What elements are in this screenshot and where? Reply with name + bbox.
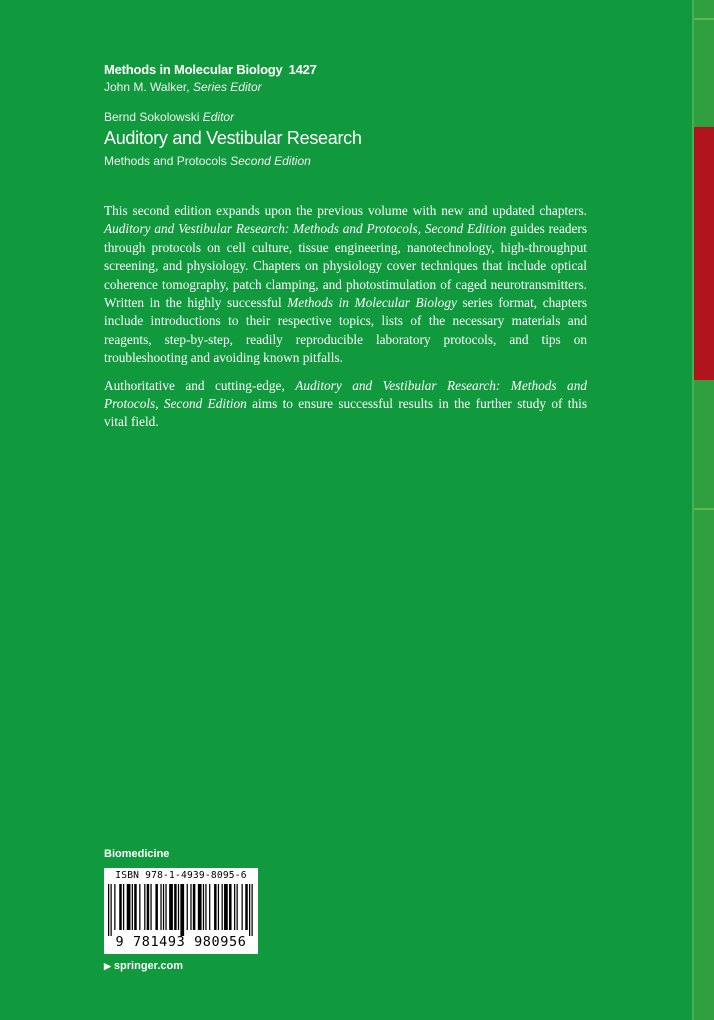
arrow-icon: ▶	[104, 961, 111, 971]
barcode-bar	[203, 884, 204, 930]
barcode-bar	[139, 884, 140, 930]
barcode-bar	[174, 884, 177, 930]
italic-series-run: Methods in Molecular Biology	[287, 295, 457, 311]
italic-title-run: Auditory and Vestibular Research: Methods and Protocols, Second Edition	[104, 221, 507, 237]
barcode-bar	[160, 884, 161, 930]
barcode-bar	[180, 884, 184, 936]
barcode-bar	[108, 884, 109, 936]
barcode-bar	[222, 884, 223, 930]
barcode-bar	[187, 884, 188, 930]
barcode-bar	[209, 884, 210, 930]
text-run: Authoritative and cutting-edge,	[104, 377, 296, 393]
text-run: series format, chapters include introductions to their respective topics, lists of the necessary materials and reagents, step-by-step, readily reproducible laboratory protocols, and tips on troubleshooting and avoiding known pitfalls.	[104, 295, 587, 366]
barcode-bar	[127, 884, 131, 930]
book-editor-role: Editor	[202, 110, 235, 124]
isbn-barcode	[104, 868, 258, 954]
series-editor-line	[104, 80, 262, 94]
barcode-bar	[218, 884, 219, 930]
isbn-label: ISBN 978-1-4939-8095-6	[115, 870, 247, 881]
series-name: Methods in Molecular Biology	[104, 62, 283, 77]
series-line	[104, 62, 317, 77]
barcode-bar	[114, 884, 115, 930]
barcode-bar	[123, 884, 124, 930]
barcode-bar	[198, 884, 202, 930]
spine-red-band	[694, 127, 714, 380]
barcode-bar	[119, 884, 122, 930]
barcode-bar	[111, 884, 112, 936]
description-paragraph-2	[104, 377, 587, 432]
book-subtitle: Methods and Protocols	[104, 154, 227, 168]
barcode-bar	[165, 884, 166, 930]
book-editor-name: Bernd Sokolowski	[104, 110, 200, 124]
italic-title-run: Auditory and Vestibular Research: Methods and Protocols, Second Edition	[104, 377, 587, 412]
subject-category: Biomedicine	[104, 848, 170, 860]
publisher-url: springer.com	[113, 960, 183, 972]
text-run: This second edition expands upon the previous volume with new and updated chapters.	[104, 203, 587, 218]
barcode-bar	[134, 884, 137, 930]
book-title: Auditory and Vestibular Research	[104, 128, 362, 148]
book-editor-line	[104, 110, 234, 124]
barcode-bar	[169, 884, 173, 930]
book-subtitle-line	[104, 154, 311, 168]
barcode-bar	[144, 884, 145, 930]
barcode-bar	[178, 884, 179, 930]
description-paragraph-1	[104, 202, 587, 368]
series-editor-name: John M. Walker,	[104, 80, 190, 94]
spine-tick	[694, 18, 714, 20]
publisher-link[interactable]	[104, 960, 183, 972]
series-editor-role: Series Editor	[192, 80, 262, 94]
barcode-bar	[163, 884, 164, 930]
text-run: guides readers through protocols on cell culture, tissue engineering, nanotechnology, high-throughput screening, and physiology. Chapters on physiology cover techniques that include optical coherence tomography, patch clamping, and photostimulation of caged neurotransmitters. Written in the highly successful	[104, 221, 588, 311]
description	[104, 202, 587, 441]
spine-tick	[694, 508, 714, 510]
barcode-bar	[150, 884, 151, 930]
barcode-bar	[242, 884, 243, 930]
barcode-bar	[193, 884, 196, 930]
barcode-bar	[224, 884, 228, 930]
barcode-bars	[108, 884, 254, 936]
barcode-bar	[245, 884, 248, 930]
barcode-bar	[214, 884, 217, 930]
barcode-bar	[147, 884, 150, 930]
barcode-bar	[205, 884, 206, 930]
barcode-digits: 9 781493 980956	[115, 934, 247, 950]
barcode-bar	[190, 884, 191, 930]
barcode-bar	[249, 884, 250, 936]
barcode-bar	[132, 884, 133, 930]
text-run: aims to ensure successful results in the further study of this vital field.	[104, 396, 587, 430]
barcode-bar	[234, 884, 235, 930]
book-edition: Second Edition	[230, 154, 311, 168]
barcode-bar	[229, 884, 232, 930]
barcode-bar	[155, 884, 158, 930]
barcode-bar	[237, 884, 238, 930]
barcode-bar	[252, 884, 253, 936]
series-number: 1427	[288, 62, 317, 77]
